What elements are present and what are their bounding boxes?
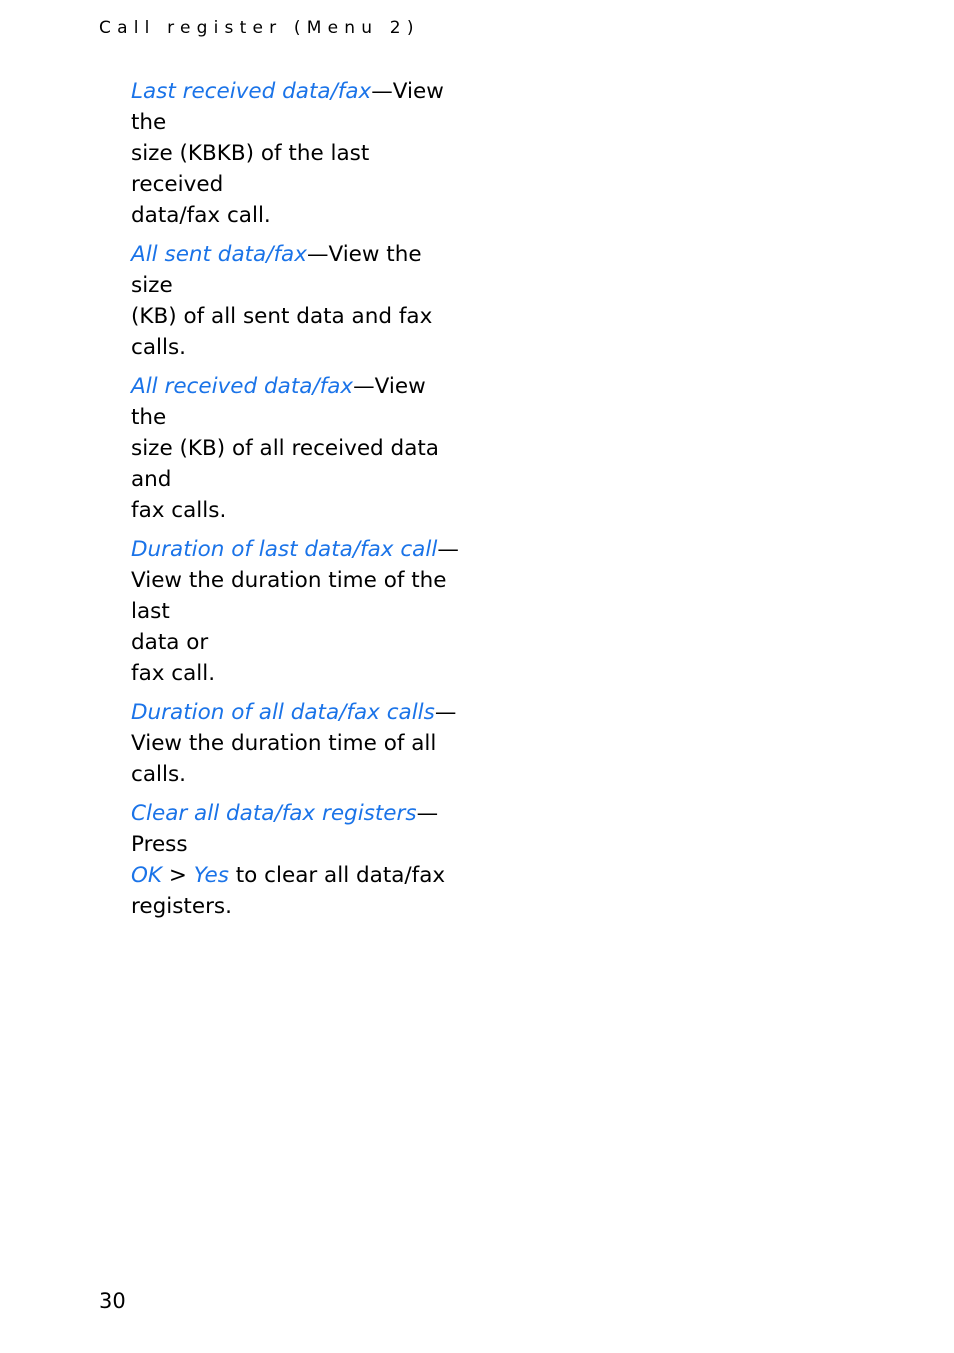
entry-text: —View the — [131, 374, 426, 430]
entry-all-received-data-fax — [131, 371, 461, 526]
entry-text: —View the — [131, 79, 444, 135]
entry-text: data or — [131, 630, 209, 655]
entry-text: (KB) of all sent data and fax calls. — [131, 304, 433, 360]
running-header: Call register (Menu 2) — [99, 18, 420, 38]
entry-all-sent-data-fax — [131, 239, 461, 363]
entry-text: data/fax call. — [131, 203, 271, 228]
term-last-received-data-fax: Last received data/fax — [131, 79, 372, 104]
entry-text: View the duration time of all — [131, 731, 437, 756]
entry-text: — — [434, 700, 457, 725]
entry-text: View the duration time of the last — [131, 568, 447, 624]
entry-text: to clear all data/fax — [228, 863, 446, 888]
entry-duration-all-data-fax-calls — [131, 697, 461, 790]
entry-text: calls. — [131, 762, 186, 787]
page-number: 30 — [99, 1289, 126, 1313]
content-body — [131, 76, 461, 930]
entry-text: size (KBKB) of the last received — [131, 141, 370, 197]
entry-text: fax call. — [131, 661, 216, 686]
entry-text: — — [437, 537, 459, 562]
entry-last-received-data-fax — [131, 76, 461, 231]
separator: > — [162, 863, 194, 888]
term-duration-all-data-fax-calls: Duration of all data/fax calls — [131, 700, 435, 725]
term-yes: Yes — [193, 863, 229, 888]
term-all-sent-data-fax: All sent data/fax — [131, 242, 307, 267]
term-clear-all-data-fax-registers: Clear all data/fax registers — [131, 801, 417, 826]
entry-text: —Press — [131, 801, 439, 857]
entry-clear-all-data-fax-registers — [131, 798, 461, 922]
entry-text: registers. — [131, 894, 232, 919]
term-ok: OK — [131, 863, 163, 888]
entry-text: size (KB) of all received data and — [131, 436, 439, 492]
entry-text: —View the size — [131, 242, 422, 298]
entry-text: fax calls. — [131, 498, 227, 523]
term-duration-last-data-fax-call: Duration of last data/fax call — [131, 537, 438, 562]
entry-duration-last-data-fax-call — [131, 534, 461, 689]
term-all-received-data-fax: All received data/fax — [131, 374, 354, 399]
